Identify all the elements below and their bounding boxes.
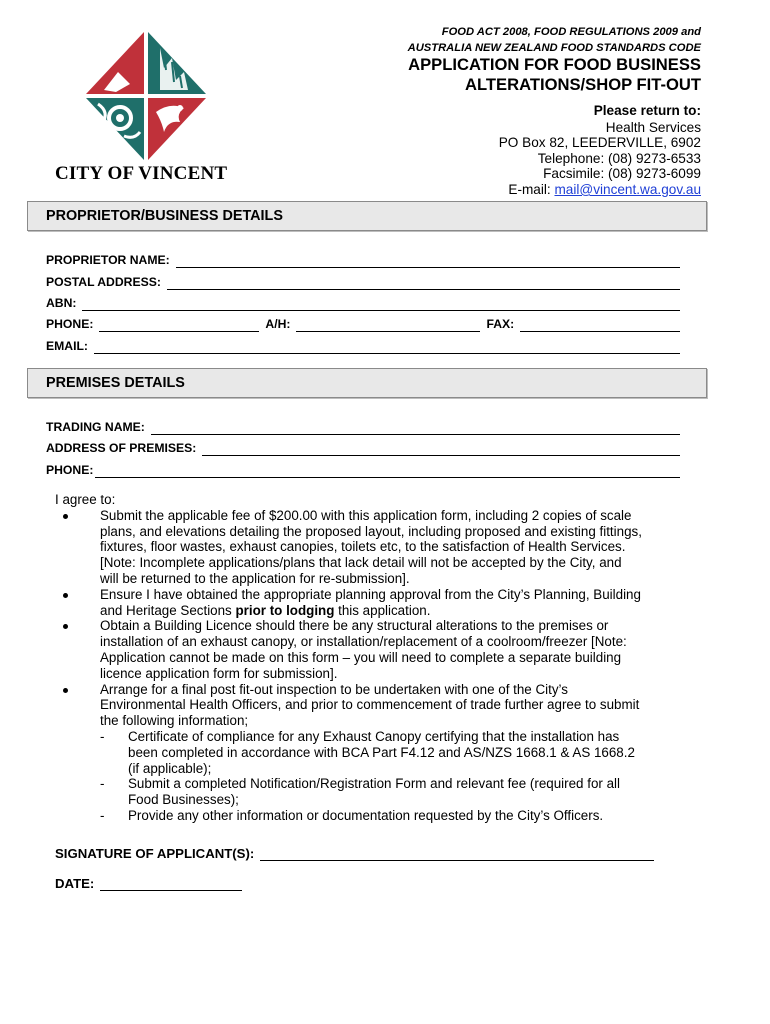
postal-address-label: POSTAL ADDRESS: bbox=[46, 275, 161, 289]
date-label: DATE: bbox=[55, 876, 95, 891]
postal-address-row bbox=[46, 274, 680, 290]
premises-address-label: ADDRESS OF PREMISES: bbox=[46, 441, 197, 455]
email-label: EMAIL: bbox=[46, 339, 88, 353]
city-name: CITY OF VINCENT bbox=[55, 163, 228, 184]
return-telephone: Telephone: (08) 9273-6533 bbox=[537, 151, 701, 166]
proprietor-name-field[interactable] bbox=[176, 254, 680, 268]
bullet-icon bbox=[63, 514, 68, 519]
postal-address-field[interactable] bbox=[167, 276, 680, 290]
premises-phone-row bbox=[46, 462, 680, 478]
premises-phone-field[interactable] bbox=[95, 464, 680, 478]
return-facsimile: Facsimile: (08) 9273-6099 bbox=[543, 166, 701, 181]
return-email-row bbox=[508, 182, 701, 198]
signature-label: SIGNATURE OF APPLICANT(S): bbox=[55, 846, 255, 861]
trading-name-row bbox=[46, 419, 680, 435]
emphasis-prior-to-lodging: prior to lodging bbox=[235, 602, 335, 618]
page-title-line-2: ALTERATIONS/SHOP FIT-OUT bbox=[465, 75, 701, 94]
date-field[interactable] bbox=[100, 877, 242, 891]
abn-row bbox=[46, 295, 680, 311]
subitem-exhaust-certificate: - Certificate of compliance for any Exhaust Canopy certifying that the installation has been completed in accordance with BCA Part F4.12 and AS/NZS 1668.1 & AS 1668.2 (if applicable); bbox=[100, 728, 635, 776]
trading-name-field[interactable] bbox=[151, 421, 680, 435]
phone-row bbox=[46, 316, 680, 332]
bullet-icon bbox=[63, 624, 68, 629]
bullet-icon bbox=[63, 593, 68, 598]
return-email-link[interactable]: mail@vincent.wa.gov.au bbox=[554, 182, 701, 197]
agreement-section bbox=[55, 492, 715, 824]
premises-address-field[interactable] bbox=[202, 442, 680, 456]
agreement-item-building-licence: Obtain a Building Licence should there be any structural alterations to the premises or installation of an exhaust canopy, or installation/replacement of a coolroom/freezer [Note: Application cannot be made on this form – you will need to complete a separate building licence application form for submission]. bbox=[55, 618, 715, 681]
premises-section-heading: PREMISES DETAILS bbox=[46, 375, 185, 391]
date-row bbox=[55, 876, 242, 891]
proprietor-section-heading: PROPRIETOR/BUSINESS DETAILS bbox=[46, 208, 283, 224]
proprietor-name-label: PROPRIETOR NAME: bbox=[46, 253, 170, 267]
subitem-other-information: - Provide any other information or documentation requested by the City’s Officers. bbox=[100, 807, 604, 823]
subitem-notification-form: - Submit a completed Notification/Registration Form and relevant fee (required for all Food Businesses); bbox=[100, 776, 620, 808]
proprietor-name-row bbox=[46, 252, 680, 268]
premises-address-row bbox=[46, 440, 680, 456]
legislation-line-2: AUSTRALIA NEW ZEALAND FOOD STANDARDS CODE bbox=[407, 42, 701, 54]
after-hours-label: A/H: bbox=[265, 317, 291, 331]
email-row bbox=[46, 338, 680, 354]
email-field[interactable] bbox=[94, 340, 680, 354]
page-title-line-1: APPLICATION FOR FOOD BUSINESS bbox=[408, 55, 701, 74]
fax-field[interactable] bbox=[520, 318, 680, 332]
agreement-item-inspection: Arrange for a final post fit-out inspection to be undertaken with one of the City’s Environmental Health Officers, and prior to commencement of trade further agree to submit the following information; - Certificate of compliance for any Exhaust Canopy certifying that the installation has been completed in accordance with BCA Part F4.12 and AS/NZS 1668.1 & AS 1668.2 (if applicable); - Submit a completed Notification/Registration Form and relevant fee (required for all Food Businesses); - Provide any other information or documentation requested by the City’s Officers. bbox=[55, 682, 715, 824]
legislation-line-1: FOOD ACT 2008, FOOD REGULATIONS 2009 and bbox=[441, 26, 701, 38]
return-department: Health Services bbox=[605, 120, 701, 135]
abn-label: ABN: bbox=[46, 296, 77, 310]
after-hours-field[interactable] bbox=[296, 318, 480, 332]
premises-section-banner bbox=[27, 368, 707, 398]
return-heading: Please return to: bbox=[593, 103, 701, 118]
agreement-intro: I agree to: bbox=[55, 492, 116, 507]
premises-phone-label: PHONE: bbox=[46, 463, 94, 477]
bullet-icon bbox=[63, 688, 68, 693]
phone-field[interactable] bbox=[99, 318, 259, 332]
abn-field[interactable] bbox=[82, 297, 680, 311]
agreement-item-planning: Ensure I have obtained the appropriate planning approval from the City’s Planning, Building and Heritage Sections prior to lodging this application. bbox=[55, 587, 715, 619]
return-address: PO Box 82, LEEDERVILLE, 6902 bbox=[498, 135, 701, 150]
proprietor-section-banner bbox=[27, 201, 707, 231]
phone-label: PHONE: bbox=[46, 317, 94, 331]
agreement-item-fee: Submit the applicable fee of $200.00 with this application form, including 2 copies of scale plans, and elevations detailing the proposed layout, including proposed and existing fittings, fixtures, floor wastes, exhaust canopies, toilets etc, to the satisfaction of Health Services. [Note: Incomplete applications/plans that lack detail will not be accepted by the City, and will be returned to the application for re-submission]. bbox=[55, 508, 715, 587]
return-email-label: E-mail: bbox=[508, 182, 555, 197]
signature-row bbox=[55, 846, 654, 861]
inspection-sublist bbox=[100, 729, 715, 824]
fax-label: FAX: bbox=[486, 317, 515, 331]
city-logo bbox=[80, 28, 210, 163]
agreement-list bbox=[55, 508, 715, 824]
signature-field[interactable] bbox=[260, 847, 654, 861]
city-of-vincent-emblem-icon bbox=[80, 28, 210, 163]
trading-name-label: TRADING NAME: bbox=[46, 420, 145, 434]
